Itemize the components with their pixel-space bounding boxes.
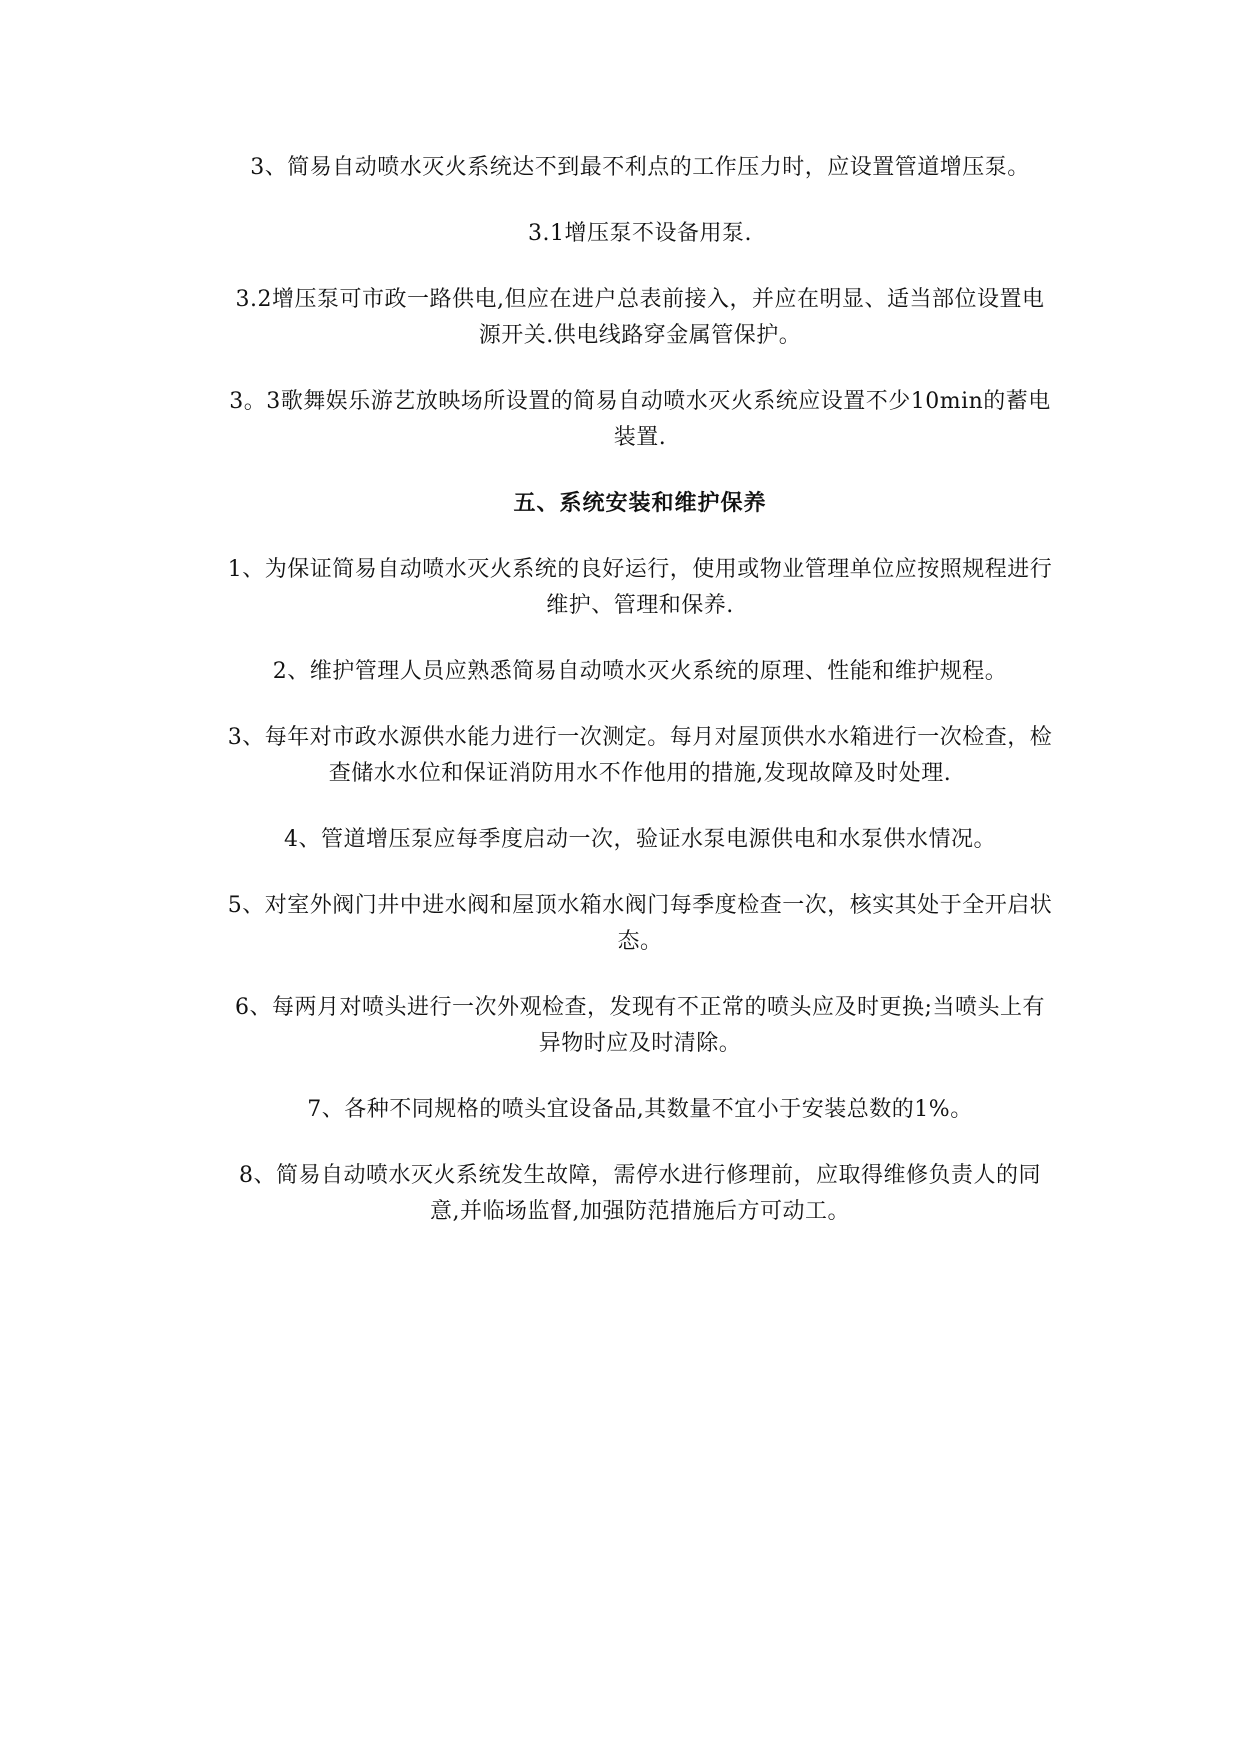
- paragraph-maintenance-7: 7、各种不同规格的喷头宜设备品,其数量不宜小于安装总数的1%。: [307, 1097, 973, 1122]
- paragraph-maintenance-6: 6、每两月对喷头进行一次外观检查，发现有不正常的喷头应及时更换;当喷头上有异物时应及时清除。: [235, 995, 1045, 1056]
- section-heading: 五、系统安装和维护保养: [513, 491, 767, 516]
- document-body: [226, 150, 1054, 1260]
- paragraph-maintenance-1: 1、为保证简易自动喷水灭火系统的良好运行，使用或物业管理单位应按照规程进行维护、管理和保养.: [227, 557, 1053, 618]
- paragraph-pump-requirement: 3、简易自动喷水灭火系统达不到最不利点的工作压力时，应设置管道增压泵。: [250, 155, 1030, 180]
- paragraph-maintenance-4: 4、管道增压泵应每季度启动一次，验证水泵电源供电和水泵供水情况。: [284, 827, 996, 852]
- paragraph-3-2: 3.2增压泵可市政一路供电,但应在进户总表前接入，并应在明显、适当部位设置电源开关.供电线路穿金属管保护。: [235, 287, 1045, 348]
- paragraph-3-1: 3.1增压泵不设备用泵.: [528, 221, 752, 246]
- paragraph-maintenance-8: 8、简易自动喷水灭火系统发生故障，需停水进行修理前，应取得维修负责人的同意,并临场监督,加强防范措施后方可动工。: [239, 1163, 1041, 1224]
- paragraph-3-3: 3。3歌舞娱乐游艺放映场所设置的简易自动喷水灭火系统应设置不少10min的蓄电装置.: [229, 389, 1051, 450]
- paragraph-maintenance-3: 3、每年对市政水源供水能力进行一次测定。每月对屋顶供水水箱进行一次检查，检查储水水位和保证消防用水不作他用的措施,发现故障及时处理.: [227, 725, 1053, 786]
- paragraph-maintenance-2: 2、维护管理人员应熟悉简易自动喷水灭火系统的原理、性能和维护规程。: [272, 659, 1008, 684]
- paragraph-maintenance-5: 5、对室外阀门井中进水阀和屋顶水箱水阀门每季度检查一次，核实其处于全开启状态。: [227, 893, 1053, 954]
